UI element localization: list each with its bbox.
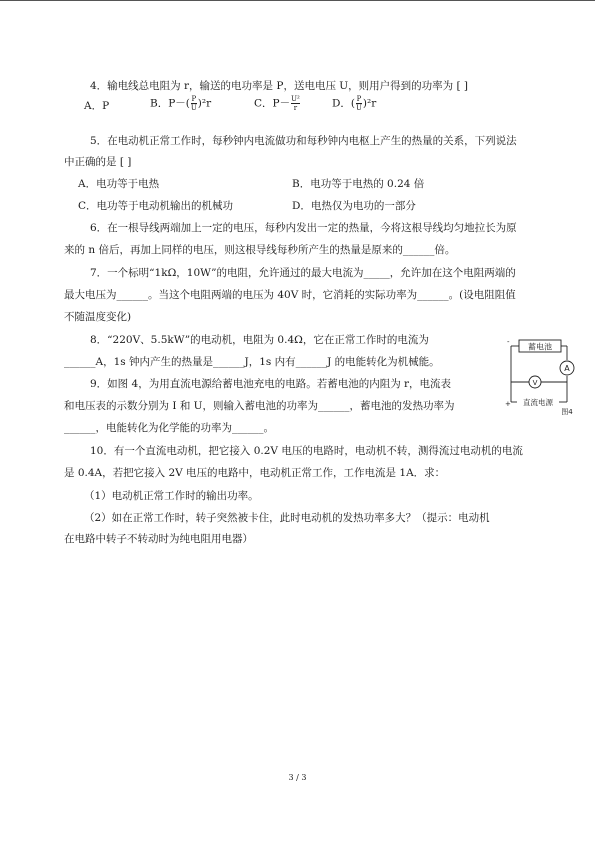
q7-line-2: 最大电压为______。当这个电阻两端的电压为 40V 时，它消耗的实际功率为______。(设电阻阻值	[64, 289, 516, 301]
q4-choice-d: D．( $\frac{P}{U}$ )²r	[332, 95, 377, 112]
figure-4-circuit	[503, 336, 579, 420]
q4-choice-b: B．P－( $\frac{P}{U}$ )²r	[150, 95, 212, 112]
q7-line-3: 不随温度变化)	[64, 311, 132, 323]
q6-line-2: 来的 n 倍后，再加上同样的电压，则这根导线每秒所产生的热量是原来的______倍。	[64, 244, 456, 256]
q9-line-3: ______，电能转化为化学能的功率为______。	[64, 422, 274, 434]
battery-minus-sign: -	[507, 338, 510, 346]
q4-stem: 4．输电线总电阻为 r，输送的电功率是 P，送电电压 U，则用户得到的功率为 [ ]	[90, 80, 468, 92]
source-plus-sign: +	[505, 400, 511, 408]
figure-caption: 图4	[561, 408, 573, 416]
q7-line-1: 7．一个标明“1kΩ，10W”的电阻，允许通过的最大电流为_____，允许加在这个电阻两端的	[90, 267, 516, 279]
q5-choice-d: D．电热仅为电功的一部分	[292, 200, 416, 212]
q10-line-2: 是 0.4A，若把它接入 2V 电压的电路中，电动机正常工作，工作电流是 1A．求：	[64, 467, 446, 479]
q8-line-1: 8．“220V、5.5kW”的电动机，电阻为 0.4Ω，它在正常工作时的电流为	[90, 334, 429, 346]
q9-line-2: 和电压表的示数分别为 I 和 U，则输入蓄电池的功率为______，蓄电池的发热功率为	[64, 400, 455, 412]
q10-sub-2-line-1: （2）如在正常工作时，转子突然被卡住，此时电动机的发热功率多大？（提示：电动机	[84, 512, 490, 524]
page-top-rule	[0, 0, 595, 1]
q5-choice-c: C．电功等于电动机输出的机械功	[78, 200, 234, 212]
page-number: 3 / 3	[288, 773, 307, 782]
voltmeter-label: V	[532, 379, 538, 387]
dc-source-label: 直流电源	[523, 398, 553, 407]
q6-line-1: 6．在一根导线两端加上一定的电压，每秒内发出一定的热量，今将这根导线均匀地拉长为原	[90, 222, 517, 234]
q9-line-1: 9．如图 4，为用直流电源给蓄电池充电的电路。若蓄电池的内阻为 r，电流表	[90, 378, 452, 390]
q4-d-fraction: $\frac{P}{U}$	[356, 95, 362, 112]
q5-line-2: 中正确的是 [ ]	[64, 156, 132, 168]
q4-choice-c: C．P－ $\frac{\text{U²}}{r}$	[254, 95, 300, 112]
q10-sub-2-line-2: 在电路中转子不转动时为纯电阻用电器）	[64, 533, 253, 545]
q5-choice-a: A．电功等于电热	[78, 178, 160, 190]
q4-c-fraction: $\frac{\text{U²}}{r}$	[291, 95, 300, 112]
q8-line-2: ______A，1s 钟内产生的热量是______J，1s 内有______J 的电能转化为机械能。	[64, 356, 440, 368]
q10-sub-1: （1）电动机正常工作时的输出功率。	[84, 490, 259, 502]
q4-choice-a: A．P	[84, 100, 110, 112]
q10-line-1: 10．有一个直流电动机，把它接入 0.2V 电压的电路时，电动机不转，测得流过电动机的电流	[90, 445, 523, 457]
q5-line-1: 5．在电动机正常工作时，每秒钟内电流做功和每秒钟内电枢上产生的热量的关系，下列说法	[90, 135, 517, 147]
q5-choice-b: B．电功等于电热的 0.24 倍	[292, 178, 425, 190]
battery-label: 蓄电池	[528, 342, 552, 352]
ammeter-label: A	[564, 364, 570, 373]
q4-b-fraction: $\frac{P}{U}$	[190, 95, 197, 112]
